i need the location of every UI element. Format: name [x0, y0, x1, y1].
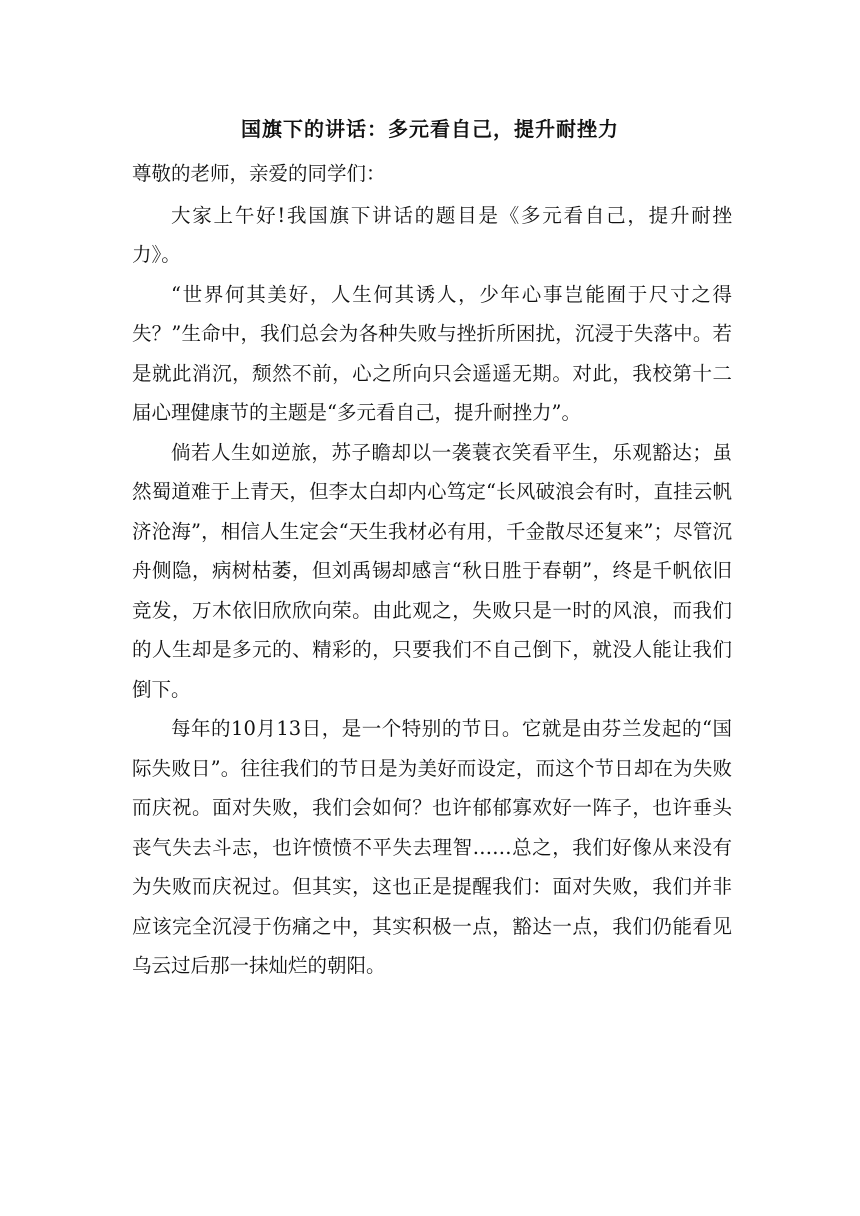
paragraph-theme: “世界何其美好，人生何其诱人，少年心事岂能囿于尺寸之得失？”生命中，我们总会为各种失败与挫折所困扰，沉浸于失落中。若是就此消沉，颓然不前，心之所向只会遥遥无期。对此，我校第十二届心理健康节的主题是“多元看自己，提升耐挫力”。 — [132, 282, 732, 424]
paragraph-failure-day: 每年的10月13日，是一个特别的节日。它就是由芬兰发起的“国际失败日”。往往我们的节日是为美好而设定，而这个节日却在为失败而庆祝。面对失败，我们会如何？也许郁郁寡欢好一阵子，也许垂头丧气失去斗志，也许愤愤不平失去理智……总之，我们好像从来没有为失败而庆祝过。但其实，这也正是提醒我们：面对失败，我们并非应该完全沉浸于伤痛之中，其实积极一点，豁达一点，我们仍能看见乌云过后那一抹灿烂的朝阳。 — [132, 717, 732, 977]
speech-body — [132, 154, 732, 986]
paragraph-poets: 倘若人生如逆旅，苏子瞻却以一袭蓑衣笑看平生，乐观豁达；虽然蜀道难于上青天，但李太白却内心笃定“长风破浪会有时，直挂云帆济沧海”，相信人生定会“天生我材必有用，千金散尽还复来”；尽管沉舟侧隐，病树枯萎，但刘禹锡却感言“秋日胜于春朝”，终是千帆依旧竞发，万木依旧欣欣向荣。由此观之，失败只是一时的风浪，而我们的人生却是多元的、精彩的，只要我们不自己倒下，就没人能让我们倒下。 — [132, 440, 732, 701]
page-title: 国旗下的讲话：多元看自己，提升耐挫力 — [241, 117, 619, 141]
paragraph-greeting: 大家上午好!我国旗下讲话的题目是《多元看自己，提升耐挫力》。 — [132, 203, 732, 266]
salutation: 尊敬的老师，亲爱的同学们： — [132, 162, 386, 185]
